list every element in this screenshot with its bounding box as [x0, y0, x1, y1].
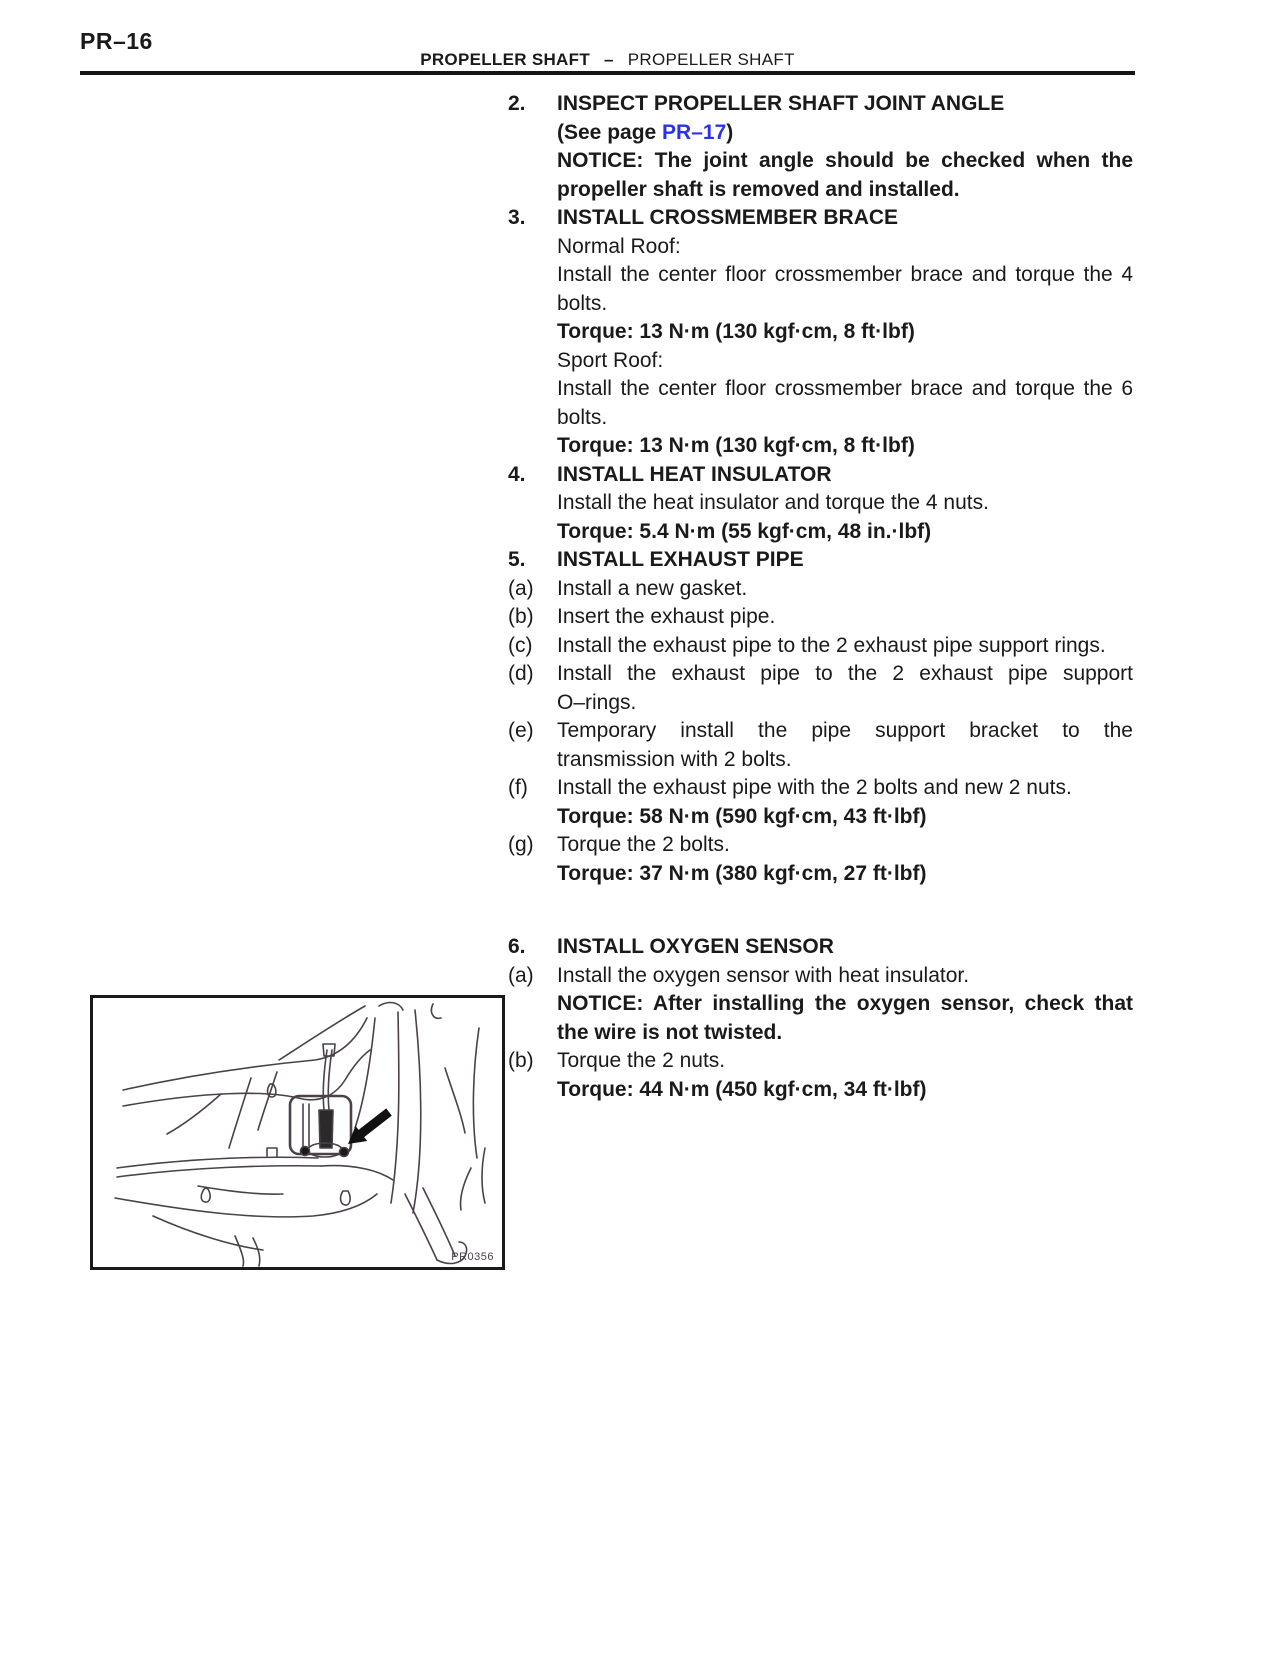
substep-text: Install a new gasket. [557, 576, 748, 600]
substep-text: Insert the exhaust pipe. [557, 605, 776, 628]
torque-spec-line [508, 318, 1133, 347]
substep-text: Install the exhaust pipe to the 2 exhaust pipe support rings. [557, 633, 1106, 657]
substep-letter: (b) [508, 605, 534, 628]
substep-letter: (e) [508, 719, 534, 742]
substep-letter: (c) [508, 633, 533, 657]
substep-text: Install the exhaust pipe to the 2 exhaust pipe support [557, 662, 1133, 685]
torque-spec: Torque: 5.4 N·m (55 kgf·cm, 48 in.·lbf) [557, 519, 932, 543]
figure-code-label: PR0356 [451, 1251, 494, 1263]
header-subsection-title: PROPELLER SHAFT [627, 50, 795, 69]
notice-line [508, 990, 1133, 1019]
oxygen-sensor-illustration [93, 998, 502, 1267]
torque-spec: Torque: 44 N·m (450 kgf·cm, 34 ft·lbf) [557, 1077, 927, 1101]
substep-line [508, 962, 1133, 991]
running-header [80, 50, 1135, 70]
torque-spec: Torque: 13 N·m (130 kgf·cm, 8 ft·lbf) [557, 434, 915, 457]
torque-spec-line [508, 860, 1133, 889]
body-text: Install the center floor crossmember brace and torque the 4 [557, 263, 1133, 286]
step-heading [508, 90, 1133, 119]
step-title: INSPECT PROPELLER SHAFT JOINT ANGLE [557, 92, 1005, 115]
step-title: INSTALL CROSSMEMBER BRACE [557, 206, 899, 229]
torque-spec-line [508, 803, 1133, 832]
marker [508, 119, 557, 148]
step-heading [508, 461, 1133, 490]
body-line [508, 489, 1133, 518]
substep-letter: (a) [508, 963, 534, 987]
substep-text: Install the oxygen sensor with heat insulator. [557, 963, 970, 987]
body-line [508, 375, 1133, 404]
torque-spec-line [508, 518, 1133, 547]
notice-line [508, 1019, 1133, 1048]
page-link-pr17[interactable]: PR–17 [662, 120, 727, 144]
step-title: INSTALL OXYGEN SENSOR [557, 935, 834, 958]
oxygen-sensor-figure [90, 995, 505, 1270]
notice-line [508, 147, 1133, 176]
substep-letter: (d) [508, 662, 534, 685]
see-page-pre: (See page [557, 120, 663, 144]
step-title: INSTALL HEAT INSULATOR [557, 462, 832, 486]
step-heading [508, 546, 1133, 575]
substep-letter: (a) [508, 576, 534, 600]
notice-text: the wire is not twisted. [557, 1020, 783, 1044]
header-separator: – [604, 50, 614, 69]
notice-text: NOTICE: The joint angle should be checked when the [557, 149, 1133, 172]
substep-line [508, 689, 1133, 718]
torque-spec: Torque: 37 N·m (380 kgf·cm, 27 ft·lbf) [557, 861, 927, 885]
step-title: INSTALL EXHAUST PIPE [557, 548, 804, 571]
step-number: 5. [508, 548, 526, 571]
notice-line [508, 176, 1133, 205]
substep-line [508, 831, 1133, 860]
torque-spec-line [508, 432, 1133, 461]
step-number: 4. [508, 462, 526, 486]
substep-line [508, 632, 1133, 661]
callout-arrow-icon [348, 1108, 392, 1144]
body-text: bolts. [557, 291, 608, 315]
substep-letter: (b) [508, 1049, 534, 1072]
substep-text: Install the exhaust pipe with the 2 bolts and new 2 nuts. [557, 776, 1072, 799]
notice-text: propeller shaft is removed and installed. [557, 177, 960, 201]
step-heading [508, 933, 1133, 962]
substep-line [508, 1047, 1133, 1076]
body-line [508, 261, 1133, 290]
see-page-post: ) [726, 120, 734, 144]
see-page-text [557, 119, 1133, 148]
body-line [508, 404, 1133, 433]
header-section-title: PROPELLER SHAFT [420, 50, 591, 69]
see-page-line [508, 119, 1133, 148]
body-line [508, 233, 1133, 262]
substep-text: Torque the 2 bolts. [557, 833, 730, 856]
substep-line [508, 660, 1133, 689]
body-text: Install the heat insulator and torque the 4 nuts. [557, 491, 989, 514]
substep-line [508, 575, 1133, 604]
substep-text: Temporary install the pipe support bracket to the [557, 719, 1133, 742]
substep-line [508, 746, 1133, 775]
body-text: Install the center floor crossmember brace and torque the 6 [557, 377, 1133, 400]
torque-spec: Torque: 58 N·m (590 kgf·cm, 43 ft·lbf) [557, 804, 927, 828]
body-line [508, 347, 1133, 376]
step-number: 2. [508, 92, 526, 115]
step-number: 3. [508, 206, 526, 229]
substep-line [508, 717, 1133, 746]
page-number: PR–16 [80, 28, 153, 54]
substep-letter: (f) [508, 776, 528, 799]
procedure-content [508, 90, 1133, 1104]
substep-text: Torque the 2 nuts. [557, 1049, 726, 1072]
step-heading [508, 204, 1133, 233]
torque-spec-line [508, 1076, 1133, 1105]
substep-text: transmission with 2 bolts. [557, 747, 792, 771]
body-text: Sport Roof: [557, 348, 664, 372]
body-text: bolts. [557, 405, 608, 429]
body-line [508, 290, 1133, 319]
body-text: Normal Roof: [557, 234, 681, 258]
substep-letter: (g) [508, 833, 534, 856]
torque-spec: Torque: 13 N·m (130 kgf·cm, 8 ft·lbf) [557, 320, 915, 343]
substep-text: O–rings. [557, 690, 637, 714]
notice-text: NOTICE: After installing the oxygen sensor, check that [557, 992, 1133, 1015]
header-rule [80, 71, 1135, 75]
substep-line [508, 603, 1133, 632]
substep-line [508, 774, 1133, 803]
step-number: 6. [508, 935, 526, 958]
